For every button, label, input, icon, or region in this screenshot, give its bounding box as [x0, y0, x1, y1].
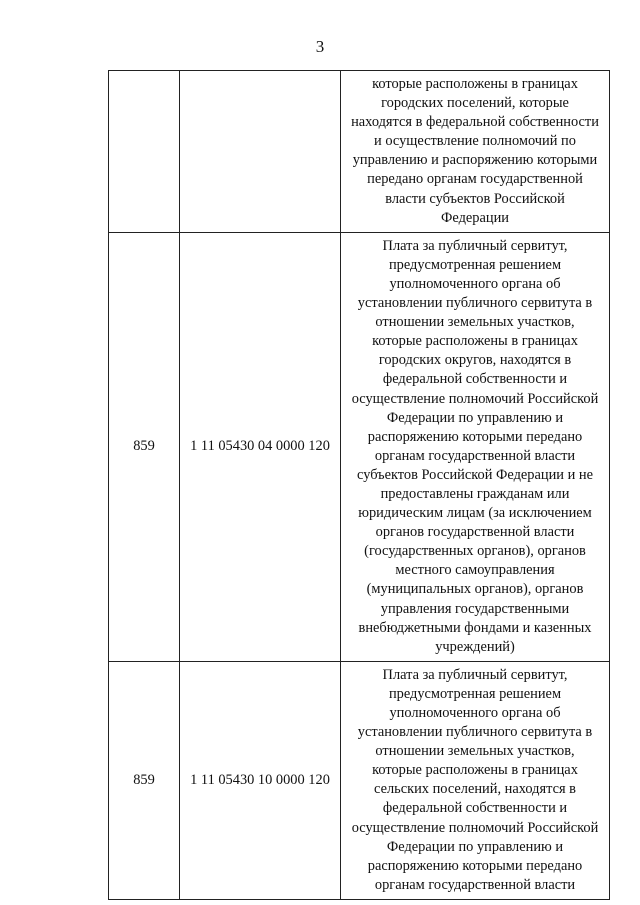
revenue-name-cell: [341, 71, 610, 233]
admin-code-cell: [109, 71, 180, 233]
revenue-name-line: городских округов, находятся в: [378, 352, 572, 369]
kbk-code-cell: 1 11 05430 10 0000 120: [180, 661, 341, 899]
revenue-name-line: федеральной собственности и: [382, 371, 568, 388]
revenue-name-line: которые расположены в границах: [372, 76, 578, 92]
admin-code-cell: 859: [109, 232, 180, 661]
revenue-name-line: органов государственной власти: [375, 524, 575, 541]
admin-code-cell: 859: [109, 661, 180, 899]
revenue-name-line: (муниципальных органов), органов: [366, 581, 584, 598]
table-row: [109, 232, 610, 661]
revenue-name-line: осуществление полномочий Российской: [351, 390, 599, 407]
table-body: [109, 71, 610, 900]
revenue-name-line: управления государственными: [380, 600, 570, 617]
revenue-name-line: передано органам государственной: [367, 171, 583, 188]
revenue-name-line: установлении публичного сервитута в: [357, 295, 593, 312]
revenue-name-line: городских поселений, которые: [381, 95, 569, 112]
revenue-name-line: управлению и распоряжению которыми: [352, 152, 598, 169]
table-row: [109, 661, 610, 899]
revenue-name-line: которые расположены в границах: [372, 762, 578, 779]
page-number: 3: [315, 37, 325, 56]
revenue-name-line: Федерации: [441, 209, 509, 226]
revenue-name-line: Плата за публичный сервитут,: [382, 666, 568, 683]
revenue-name-line: распоряжению которыми передано: [367, 428, 583, 445]
kbk-code-cell: 1 11 05430 04 0000 120: [180, 232, 341, 661]
revenue-name-line: предоставлены гражданам или: [380, 485, 570, 502]
revenue-name-line: предусмотренная решением: [388, 256, 562, 273]
revenue-name-text: [341, 233, 609, 661]
revenue-name-line: (государственных органов), органов: [364, 543, 586, 560]
revenue-name-line: субъектов Российской Федерации и не: [357, 466, 593, 483]
kbk-code-cell: [180, 71, 341, 233]
revenue-name-cell: [341, 661, 610, 899]
revenue-name-line: Федерации по управлению и: [386, 409, 564, 426]
revenue-name-line: органам государственной власти: [374, 876, 576, 893]
revenue-name-line: осуществление полномочий Российской: [351, 819, 599, 836]
revenue-name-cell: [341, 232, 610, 661]
revenue-name-text: [341, 662, 609, 899]
revenue-name-line: которые расположены в границах: [372, 333, 578, 350]
revenue-name-line: предусмотренная решением: [388, 685, 562, 702]
revenue-name-line: Федерации по управлению и: [386, 838, 564, 855]
revenue-name-line: юридическим лицам (за исключением: [358, 505, 592, 522]
revenue-name-line: распоряжению которыми передано: [367, 857, 583, 874]
revenue-name-line: внебюджетными фондами и казенных: [358, 619, 592, 636]
revenue-name-line: уполномоченного органа об: [389, 705, 561, 721]
revenue-name-line: Плата за публичный сервитут,: [382, 237, 568, 254]
revenue-name-line: учреждений): [435, 638, 515, 655]
table-row: [109, 71, 610, 233]
revenue-name-text: [341, 71, 609, 232]
revenue-name-line: отношении земельных участков,: [375, 314, 575, 331]
revenue-name-line: установлении публичного сервитута в: [357, 724, 593, 741]
revenue-name-line: органам государственной власти: [374, 447, 576, 464]
revenue-name-line: сельских поселений, находятся в: [374, 781, 576, 798]
revenue-name-line: уполномоченного органа об: [389, 275, 561, 292]
revenue-codes-table: [108, 70, 610, 900]
revenue-name-line: федеральной собственности и: [382, 800, 568, 817]
revenue-name-line: и осуществление полномочий по: [374, 133, 576, 150]
revenue-name-line: власти субъектов Российской: [385, 190, 565, 207]
revenue-name-line: находятся в федеральной собственности: [351, 114, 599, 131]
revenue-name-line: отношении земельных участков,: [375, 743, 575, 760]
revenue-name-line: местного самоуправления: [395, 562, 555, 579]
